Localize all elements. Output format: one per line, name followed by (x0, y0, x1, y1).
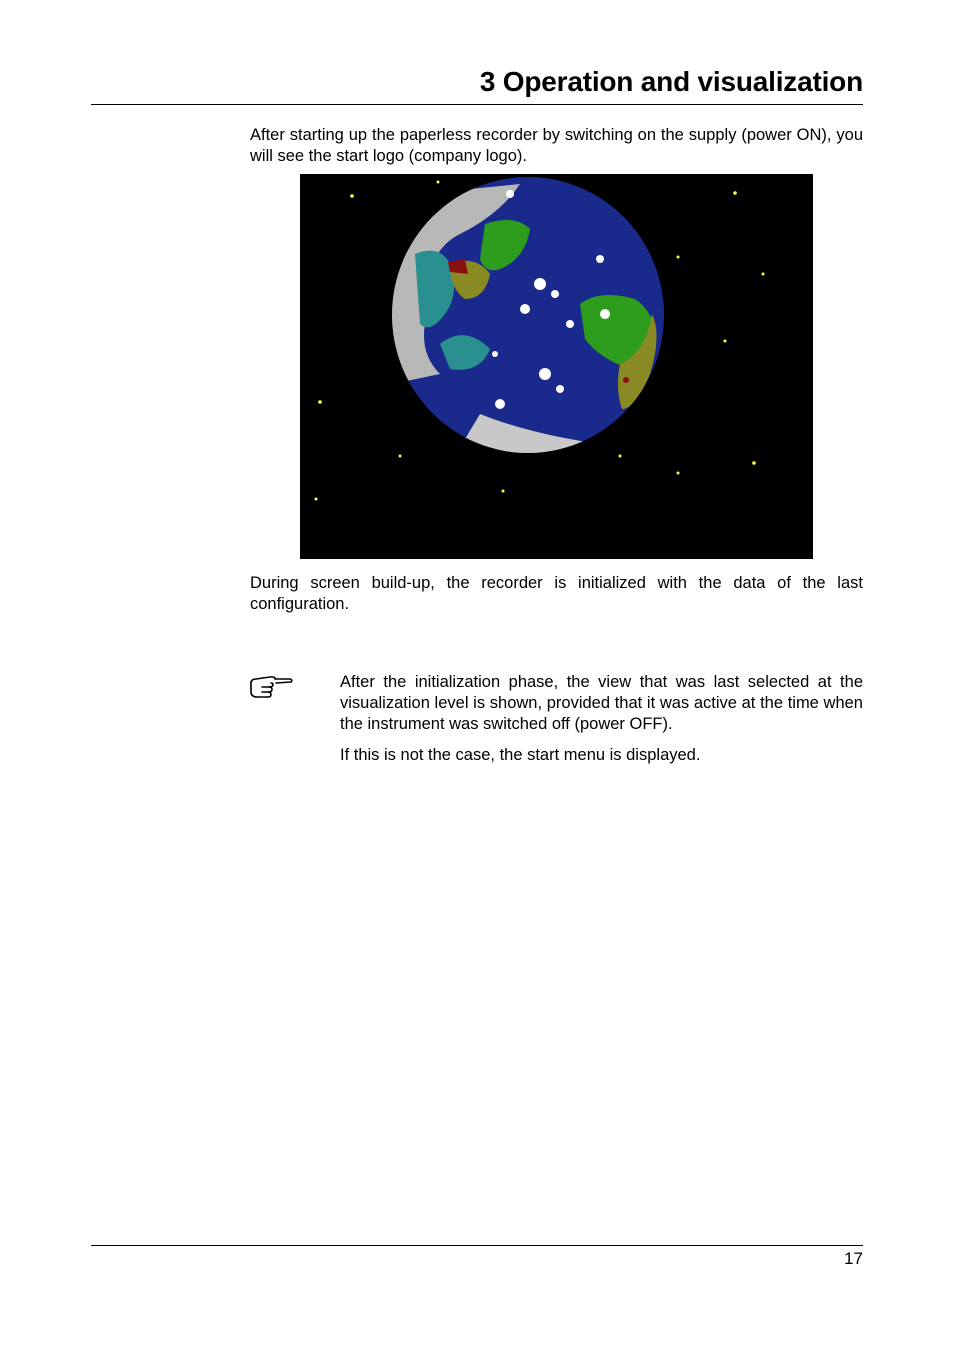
note-paragraph-1: After the initialization phase, the view that was last selected at the visualization level is shown, provided that it was active at the time when the instrument was switched off (power OFF). (340, 673, 863, 733)
page-number: 17 (844, 1249, 863, 1268)
footer-rule (91, 1245, 863, 1246)
after-logo-paragraph: During screen build-up, the recorder is initialized with the data of the last configuration. (250, 574, 863, 613)
start-logo-image (300, 174, 813, 559)
globe (392, 177, 664, 464)
header-rule (91, 104, 863, 105)
chapter-title: 3 Operation and visualization (479, 66, 863, 97)
intro-paragraph: After starting up the paperless recorder by switching on the supply (power ON), you will see the start logo (company logo). (250, 126, 863, 165)
pointing-hand-icon (248, 673, 294, 701)
note-paragraph-2: If this is not the case, the start menu is displayed. (340, 746, 701, 764)
earth-globe-logo (300, 174, 813, 559)
